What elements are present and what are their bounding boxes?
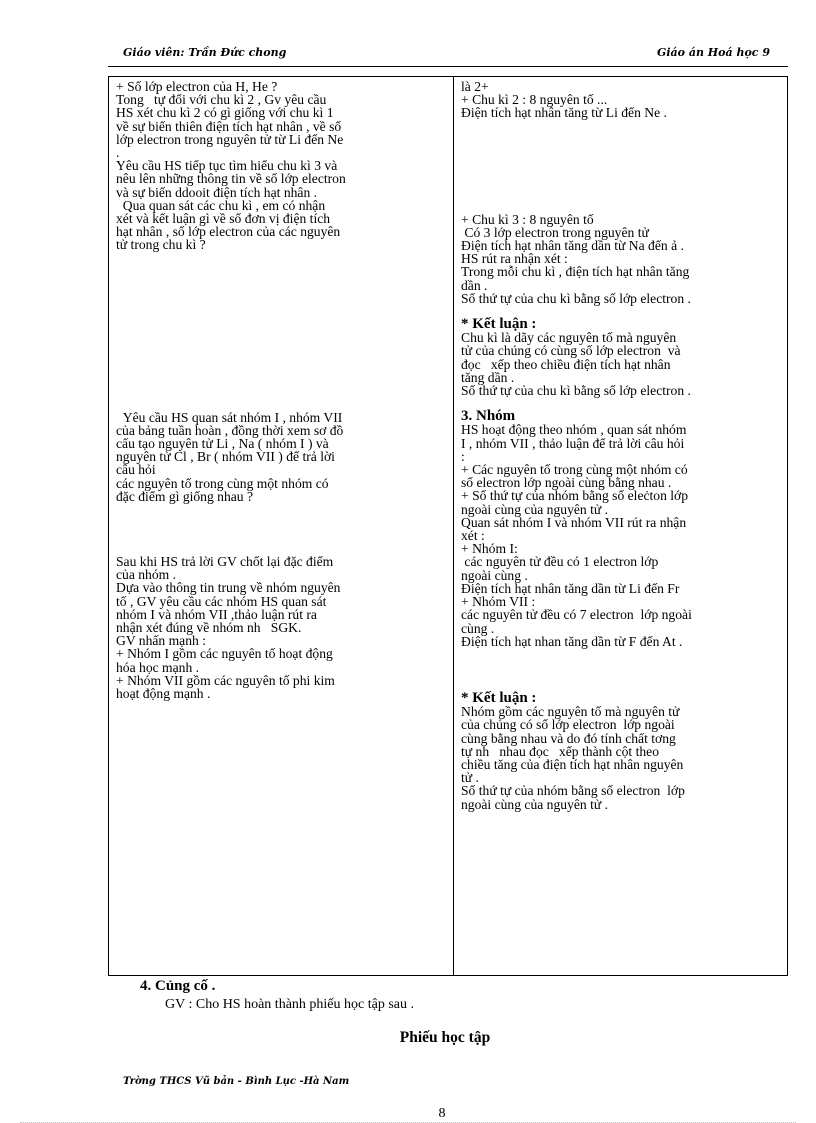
text-line: xét và kết luận gì về số đơn vị điện tích (116, 211, 331, 227)
text-line: dần . (461, 277, 488, 293)
text-line: Có 3 lớp electron trong nguyên tử (461, 224, 649, 240)
text-line: cùng . (461, 620, 495, 636)
text-line: và sự biến ddooit điện tích hạt nhân . (116, 184, 318, 200)
lesson-table (108, 76, 788, 976)
table-row (109, 77, 788, 976)
footer-school: Trờng THCS Vũ bản - Bình Lục -Hà Nam (123, 1076, 350, 1087)
text-line: của chúng có số lớp electron lớp ngoài (461, 717, 675, 733)
text-line: + Nhóm I gồm các nguyên tố hoạt động (116, 646, 333, 662)
text-line: + Nhóm VII : (461, 594, 536, 610)
text-line: Số thứ tự của chu kì bằng số lớp electron . (461, 383, 691, 399)
header-teacher: Giáo viên: Trần Đức chong (123, 46, 287, 59)
text-line: tử của chúng có cùng số lớp electron và (461, 343, 681, 359)
text-line: tự nh nhau đọc xếp thành cột theo (461, 743, 660, 759)
text-line: + Số thứ tự của nhóm bằng số eleċton lớp (461, 488, 689, 504)
text-line: Điện tích hạt nhân tăng dần từ Na đến ả . (461, 238, 684, 254)
text-line: + Số lớp electron của H, He ? (116, 79, 278, 94)
text-line: cấu tạo nguyên tử Li , Na ( nhóm I ) và (116, 436, 329, 452)
text-line: câu hỏi (116, 462, 156, 478)
text-line: Điện tích hạt nhân tăng từ Li đến Ne . (461, 105, 667, 121)
text-line: HS xét chu kì 2 có gì giống với chu kì 1 (116, 105, 334, 121)
text-line: Số thứ tự của chu kì bằng số lớp electron . (461, 290, 691, 306)
text-line: của bảng tuần hoàn , đồng thời xem sơ đồ (116, 422, 344, 438)
group-heading: 3. Nhóm (461, 408, 516, 425)
text-line: : (461, 448, 465, 464)
text-line: số electron lớp ngoài cùng bằng nhau . (461, 475, 672, 491)
text-line: hóa học mạnh . (116, 659, 200, 675)
text-line: Sau khi HS trả lời GV chốt lại đặc điểm (116, 554, 334, 570)
conclusion-heading: * Kết luận : (461, 689, 537, 706)
text-line: Qua quan sát các chu kì , em có nhận (116, 197, 326, 213)
text-line: Trong mỗi chu kì , điện tích hạt nhân tăng (461, 264, 690, 280)
text-line: Dựa vào thông tin trung về nhóm nguyên (116, 580, 341, 596)
text-line: Điện tích hạt nhan tăng dần từ F đến At . (461, 633, 683, 649)
text-line: nêu lên những thông tin về số lớp electron (116, 171, 346, 187)
header-subject: Giáo án Hoá học 9 (656, 46, 770, 59)
text-line: ngoài cùng . (461, 567, 528, 583)
text-line: HS rút ra nhận xét : (461, 251, 568, 267)
text-line: của nhóm . (116, 567, 177, 583)
text-line: Số thứ tự của nhóm bằng số electron lớp (461, 783, 685, 799)
text-line: xét : (461, 528, 485, 544)
text-line: Nhóm gồm các nguyên tố mà nguyên tử (461, 704, 680, 720)
text-line: ngoài cùng của nguyên tử . (461, 501, 609, 517)
text-line: GV nhấn mạnh : (116, 633, 206, 649)
text-line: các nguyên tố trong cùng một nhóm có (116, 475, 329, 491)
text-line: là 2+ (461, 79, 489, 94)
instruction-line: GV : Cho HS hoàn thành phiếu học tập sau . (165, 997, 414, 1012)
student-activity-cell (454, 77, 788, 976)
text-line: + Các nguyên tố trong cùng một nhóm có (461, 462, 688, 478)
text-line: ngoài cùng của nguyên tử . (461, 796, 609, 812)
header-divider (108, 66, 788, 67)
text-line: cùng bằng nhau và do đó tính chất tơng (461, 730, 676, 746)
text-line: đặc điểm gì giống nhau ? (116, 488, 254, 504)
text-line: nhóm I và nhóm VII ,thảo luận rút ra (116, 606, 317, 622)
text-line: Yêu cầu HS quan sát nhóm I , nhóm VII (116, 409, 343, 425)
text-line: + Chu kì 3 : 8 nguyên tố (461, 211, 594, 227)
worksheet-title: Phiếu học tập (399, 1029, 491, 1046)
text-line: + Nhóm I: (461, 541, 518, 557)
text-line: đọc xếp theo chiều điện tích hạt nhân (461, 356, 671, 372)
text-line: Tong tự đối với chu kì 2 , Gv yêu cầu (116, 92, 327, 108)
text-line: nhận xét đúng về nhóm nh SGK. (116, 620, 302, 636)
conclusion-heading: * Kết luận : (461, 316, 537, 333)
text-line: hạt nhân , số lớp electron của các nguyên (116, 224, 341, 240)
teacher-activity-cell (109, 77, 454, 976)
text-line: . (116, 145, 120, 161)
text-line: chiều tăng của điện tích hạt nhân nguyên (461, 756, 684, 772)
text-line: + Chu kì 2 : 8 nguyên tố ... (461, 92, 608, 108)
text-line: Điện tích hạt nhân tăng dần từ Li đến Fr (461, 580, 680, 596)
text-line: I , nhóm VII , thảo luận để trả lời câu hỏi (461, 435, 685, 451)
text-line: Yêu cầu HS tiếp tục tìm hiểu chu kì 3 và (116, 158, 338, 174)
section-heading: 4. Củng cố . (140, 978, 216, 994)
text-line: nguyên tử Cl , Br ( nhóm VII ) để trả lời (116, 449, 335, 465)
text-line: Quan sát nhóm I và nhóm VII rút ra nhận (461, 514, 687, 530)
text-line: Chu kì là dãy các nguyên tố mà nguyên (461, 330, 677, 346)
text-line: tử . (461, 770, 479, 786)
page-number: 8 (438, 1106, 446, 1121)
text-line: về sự biến thiên điện tích hạt nhân , về số (116, 118, 342, 134)
text-line: tử trong chu kì ? (116, 237, 206, 253)
text-line: + Nhóm VII gồm các nguyên tố phi kim (116, 672, 335, 688)
text-line: hoạt động mạnh . (116, 686, 211, 702)
text-line: lớp electron trong nguyên tử từ Li đến Ne (116, 131, 344, 147)
text-line: tăng dần . (461, 369, 515, 385)
text-line: các nguyên tử đều có 1 electron lớp (461, 554, 659, 570)
text-line: HS hoạt động theo nhóm , quan sát nhóm (461, 422, 687, 438)
text-line: các nguyên tử đều có 7 electron lớp ngoài (461, 607, 692, 623)
text-line: tố , GV yêu cầu các nhóm HS quan sát (116, 593, 327, 609)
